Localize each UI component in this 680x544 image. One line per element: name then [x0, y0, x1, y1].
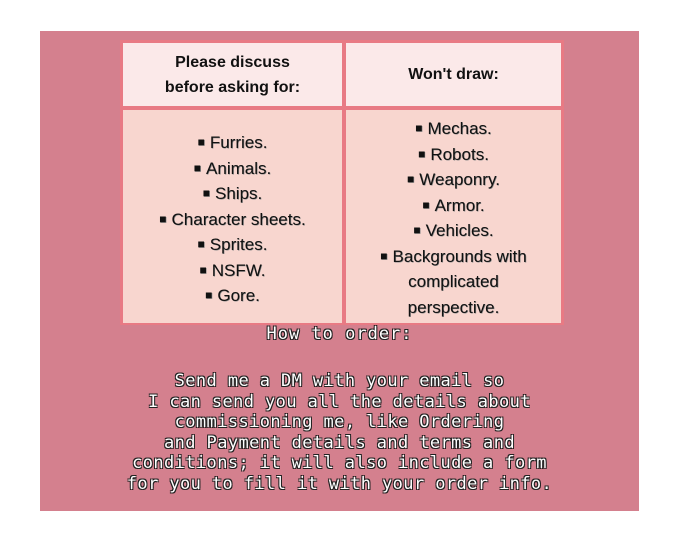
list-item-continuation: perspective.: [407, 297, 500, 317]
commission-rules-table: [120, 40, 564, 325]
square-bullet-icon: ■: [422, 197, 430, 212]
instruction-line: conditions; it will also include a form: [132, 453, 547, 473]
instruction-line: I can send you all the details about: [148, 391, 531, 412]
square-bullet-icon: ■: [159, 211, 167, 226]
instruction-line: commissioning me, like Ordering: [174, 412, 505, 432]
list-item: ■ NSFW.: [199, 260, 266, 280]
square-bullet-icon: ■: [380, 248, 388, 263]
square-bullet-icon: ■: [197, 135, 205, 149]
square-bullet-icon: ■: [197, 237, 205, 251]
square-bullet-icon: ■: [418, 146, 426, 161]
list-item: ■ Furries.: [197, 133, 268, 152]
discuss-header-cell: [123, 43, 342, 106]
wont-draw-list-cell: [346, 110, 561, 323]
list-item: ■ Armor.: [422, 195, 485, 215]
square-bullet-icon: ■: [202, 186, 210, 200]
wont-draw-header-cell: [346, 43, 561, 106]
list-item: ■ Ships.: [202, 184, 263, 203]
list-item: ■ Animals.: [193, 158, 272, 178]
list-item-continuation: complicated: [408, 272, 499, 291]
list-item: ■ Character sheets.: [159, 209, 306, 229]
list-item: ■ Mechas.: [415, 119, 492, 138]
square-bullet-icon: ■: [199, 262, 207, 277]
discuss-header-line-1: Please discuss: [175, 53, 290, 71]
list-item: ■ Backgrounds with: [380, 246, 527, 266]
discuss-header-line-2: before asking for:: [164, 78, 301, 96]
list-item: ■ Robots.: [418, 144, 489, 164]
order-instructions: [40, 371, 639, 494]
square-bullet-icon: ■: [205, 288, 213, 302]
square-bullet-icon: ■: [407, 172, 415, 186]
wont-draw-header: Won't draw:: [408, 66, 499, 83]
list-item: ■ Sprites.: [197, 235, 268, 254]
list-item: ■ Vehicles.: [413, 221, 494, 240]
square-bullet-icon: ■: [415, 121, 423, 135]
square-bullet-icon: ■: [413, 223, 421, 237]
list-item: ■ Weaponry.: [407, 170, 500, 189]
instruction-line: Send me a DM with your email so: [174, 371, 505, 391]
list-item: ■ Gore.: [205, 286, 260, 305]
discuss-list-cell: [123, 110, 342, 323]
instruction-line: and Payment details and terms and: [164, 432, 515, 453]
square-bullet-icon: ■: [193, 160, 202, 175]
how-to-order-title: How to order:: [266, 324, 413, 344]
instruction-line: for you to fill it with your order info.: [126, 473, 553, 494]
